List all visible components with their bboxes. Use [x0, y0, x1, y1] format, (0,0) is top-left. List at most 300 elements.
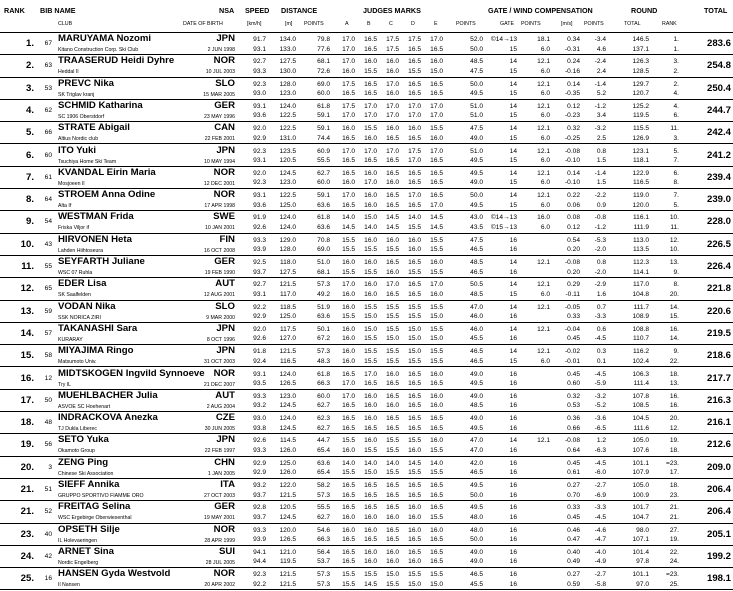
rank: 6.	[25, 149, 34, 161]
judge-mark: 17.0	[408, 192, 421, 200]
athlete-name: TRAASERUD Heidi Dyhre	[58, 55, 175, 67]
distance: 118.5	[279, 303, 296, 311]
wind: -0.05	[564, 303, 580, 311]
distance-points: 68.1	[317, 58, 330, 66]
speed: 92.9	[253, 134, 266, 142]
athlete-name: OPSETH Silje	[58, 523, 120, 535]
distance: 127.5	[279, 268, 296, 276]
distance-points: 57.3	[317, 580, 330, 588]
date-of-birth: 19 FEB 1990	[204, 270, 235, 276]
nsa: SLO	[215, 300, 235, 312]
table-row	[0, 55, 733, 77]
distance: 124.0	[279, 223, 296, 231]
gate: 14	[509, 325, 517, 333]
judge-mark: 16.5	[342, 90, 355, 98]
gate-points: 12.1	[537, 102, 550, 110]
wind-points: -6.5	[594, 424, 606, 432]
judge-mark: 17.0	[386, 281, 399, 289]
judge-mark: 16.0	[408, 526, 421, 534]
judges-points: 51.0	[470, 112, 483, 120]
judge-mark: 16.5	[408, 415, 421, 423]
nsa: FIN	[219, 233, 235, 245]
table-row	[0, 345, 733, 367]
gate-points: 6.0	[540, 45, 550, 53]
distance: 124.0	[279, 214, 296, 222]
judge-mark: 16.5	[408, 402, 421, 410]
judge-mark: 15.5	[408, 313, 421, 321]
table-row	[0, 479, 733, 501]
judge-mark: 17.5	[342, 80, 355, 88]
judge-mark: 16.5	[408, 90, 421, 98]
judges-points: 50.0	[470, 80, 483, 88]
judge-mark: 17.5	[342, 102, 355, 110]
wind: -0.08	[564, 259, 580, 266]
round-total: 101.1	[632, 571, 649, 579]
nsa: CHN	[214, 456, 235, 468]
gate-points: 12.1	[537, 147, 550, 155]
gate: 15	[509, 179, 517, 187]
judge-mark: 16.0	[364, 415, 377, 423]
wind-points: -6.3	[594, 446, 606, 454]
wind-points: -4.0	[594, 548, 606, 556]
speed: 92.3	[253, 147, 266, 155]
athlete-name: VODAN Nika	[58, 300, 116, 312]
judge-mark: 15.5	[364, 335, 377, 343]
judge-e-header: E	[434, 21, 438, 27]
judge-mark: 16.5	[386, 201, 399, 209]
judge-mark: 15.5	[364, 348, 377, 356]
wind-points: 0.3	[596, 348, 606, 356]
gate: 14	[509, 147, 517, 155]
bib: 53	[44, 84, 52, 92]
round-total: 114.1	[632, 268, 649, 276]
club: SK Triglav kranj	[58, 91, 95, 98]
gate-header: GATE	[500, 21, 515, 27]
judge-mark: 16.0	[342, 290, 355, 298]
judge-mark: 16.5	[386, 526, 399, 534]
judge-mark: 16.0	[364, 259, 377, 266]
judge-mark: 16.0	[430, 392, 443, 400]
judge-mark: 15.5	[342, 437, 355, 445]
nsa: NOR	[213, 189, 235, 201]
round-total: 115.5	[632, 125, 649, 133]
bib: 56	[44, 441, 52, 449]
judge-mark: 17.0	[342, 380, 355, 387]
club: GRUPPO SPORTIVO FIAMME ORO	[58, 493, 144, 499]
bib: 3	[48, 463, 52, 471]
judge-d-header: D	[411, 21, 415, 27]
wind: 0.36	[567, 415, 580, 423]
distance: 125.0	[279, 313, 296, 321]
round-rank: 16.	[669, 392, 679, 400]
round-total: 146.5	[632, 36, 649, 43]
judge-mark: 15.0	[430, 67, 443, 75]
judges-points: 49.5	[470, 424, 483, 432]
speed: 91.8	[253, 348, 266, 356]
judge-mark: 15.5	[364, 67, 377, 75]
round-total: 111.4	[633, 380, 649, 387]
round-total: 111.6	[633, 424, 649, 432]
speed: 92.7	[253, 58, 266, 66]
bib: 55	[44, 263, 52, 270]
distance-points: 67.2	[317, 335, 330, 343]
judge-mark: 16.5	[430, 169, 443, 177]
gate-points: 12.1	[537, 192, 550, 200]
grand-total: 212.6	[706, 439, 731, 451]
round-rank: 7.	[673, 192, 679, 200]
wind-points: -2.0	[594, 268, 606, 276]
judge-mark: 17.0	[430, 112, 443, 120]
distance-points: 62.7	[317, 513, 330, 521]
judge-mark: 16.0	[364, 169, 377, 177]
judge-mark: 17.0	[408, 157, 421, 164]
gate-points: 12.1	[537, 348, 550, 356]
judge-mark: 16.0	[342, 325, 355, 333]
distance: 117.5	[279, 325, 296, 333]
speed: 93.3	[253, 67, 266, 75]
judge-mark: 16.5	[364, 157, 377, 164]
distance-points: 72.6	[317, 67, 330, 75]
grand-total: 221.8	[706, 283, 731, 295]
judge-mark: 16.0	[408, 504, 421, 512]
distance: 131.0	[279, 134, 296, 142]
gate-points: 6.0	[540, 157, 550, 164]
athlete-name: STROEM Anna Odine	[58, 189, 156, 201]
club: SC 1906 Oberstdorf	[58, 113, 105, 120]
judge-mark: 16.5	[342, 491, 355, 499]
rank: 7.	[25, 171, 34, 183]
wind-points: -1.2	[594, 102, 606, 110]
distance: 120.5	[279, 157, 296, 164]
date-of-birth: 2 AUG 2004	[206, 403, 235, 410]
wind-points: -5.8	[594, 580, 606, 588]
distance: 125.0	[279, 201, 296, 209]
nsa: NOR	[213, 55, 235, 67]
date-of-birth: 12 AUG 2001	[203, 292, 235, 299]
distance: 120.0	[279, 526, 296, 534]
wind: 0.54	[567, 236, 580, 244]
judge-mark: 15.0	[408, 335, 421, 343]
judge-mark: 16.5	[408, 482, 421, 489]
distance: 125.0	[279, 459, 296, 467]
judge-mark: 16.0	[408, 513, 421, 521]
wind-points: 0.9	[596, 201, 606, 209]
table-row	[0, 457, 733, 479]
round-rank: 19.	[669, 437, 679, 445]
round-rank: =23.	[665, 571, 679, 579]
bib: 58	[44, 352, 52, 360]
gate-points: 6.0	[540, 134, 550, 142]
wind-points: -0.8	[594, 214, 606, 222]
wind: 0.40	[567, 548, 580, 556]
speed: 92.8	[253, 504, 266, 512]
round-rank: 9.	[673, 268, 679, 276]
gate: 16	[509, 446, 517, 454]
rank: 20.	[20, 461, 34, 473]
distance: 121.5	[279, 281, 296, 289]
judge-mark: 16.5	[342, 134, 355, 142]
gate: ©15→13	[490, 223, 517, 231]
round-rank: 11.	[670, 223, 679, 231]
wind: 0.60	[567, 380, 580, 387]
bib: 66	[44, 129, 52, 137]
table-row	[0, 122, 733, 144]
round-rank: 18.	[669, 482, 679, 489]
round-rank: 23.	[669, 491, 679, 499]
grand-total: 218.6	[706, 350, 731, 362]
gate: 15	[509, 357, 517, 365]
judge-mark: 16.5	[408, 179, 421, 187]
date-of-birth: 28 JUL 2005	[205, 559, 235, 566]
wind: 0.46	[567, 526, 580, 534]
judge-mark: 17.5	[408, 147, 421, 155]
judge-mark: 17.0	[408, 102, 421, 110]
club: Mosjoeen Il	[58, 180, 85, 187]
round-total: 105.0	[632, 437, 649, 445]
distance: 123.0	[279, 179, 296, 187]
wind-points: -4.5	[594, 370, 606, 378]
club: Matsumoto Univ.	[58, 359, 97, 366]
gate-points: 6.0	[540, 67, 550, 75]
date-of-birth: 10 MAY 1994	[204, 158, 235, 165]
judge-mark: 15.5	[408, 303, 421, 311]
distance-points: 44.7	[317, 437, 330, 445]
table-row	[0, 167, 733, 189]
distance-points: 59.1	[317, 112, 330, 120]
judge-mark: 17.0	[430, 147, 443, 155]
club: SSK NORICA ZIRI	[58, 314, 101, 321]
judge-mark: 16.5	[386, 157, 399, 164]
table-row	[0, 78, 733, 100]
rank: 24.	[20, 550, 34, 562]
round-rank: 27.	[669, 526, 679, 534]
judge-mark: 16.0	[430, 134, 443, 142]
distance: 124.5	[279, 169, 296, 177]
judges-points: 49.5	[470, 157, 483, 164]
judge-mark: 17.0	[342, 58, 355, 66]
judge-mark: 15.5	[430, 513, 443, 521]
gate: 16	[509, 335, 517, 343]
club: Nordic Engelberg	[58, 559, 99, 566]
bib: 12	[44, 374, 52, 382]
judges-points: 46.5	[470, 268, 483, 276]
judges-points: 45.5	[470, 335, 483, 343]
judges-header: JUDGES MARKS	[363, 6, 421, 15]
wind-points: -6.0	[594, 469, 606, 477]
distance: 129.0	[279, 236, 296, 244]
distance: 134.0	[279, 36, 296, 43]
bib: 43	[44, 240, 52, 248]
nsa: JPN	[216, 144, 235, 156]
bib: 57	[44, 329, 52, 337]
grand-total: 241.2	[706, 149, 731, 161]
wind-points: -4.5	[594, 513, 606, 521]
wind-points: -3.3	[594, 504, 606, 512]
gate: ©14→13	[490, 214, 517, 222]
judge-mark: 15.5	[342, 236, 355, 244]
gate: 15	[509, 134, 517, 142]
gate: 14	[509, 80, 517, 88]
judge-mark: 15.5	[430, 303, 443, 311]
judge-mark: 16.0	[386, 268, 399, 276]
judge-mark: 16.5	[408, 548, 421, 556]
round-total: 108.8	[632, 325, 649, 333]
judge-mark: 16.5	[342, 482, 355, 489]
grand-total: 239.4	[706, 171, 731, 183]
date-of-birth: 31 OCT 2003	[203, 359, 235, 366]
club: KURARAY	[58, 336, 83, 343]
judge-mark: 16.5	[342, 536, 355, 544]
judge-mark: 14.0	[364, 459, 377, 467]
wind: 0.14	[567, 80, 580, 88]
judge-mark: 16.0	[430, 437, 443, 445]
athlete-name: MIDTSKOGEN Ingvild Synnoeve	[58, 367, 205, 379]
gate: 15	[509, 67, 517, 75]
distance-points: 66.3	[317, 380, 330, 387]
judge-mark: 15.0	[364, 325, 377, 333]
judges-points: 42.0	[470, 459, 483, 467]
distance-points: 66.3	[317, 536, 330, 544]
judge-mark: 16.5	[342, 548, 355, 556]
wind-points: -3.2	[594, 125, 606, 133]
date-of-birth: 9 MAR 2000	[206, 314, 235, 321]
wind: 0.12	[567, 223, 580, 231]
round-rank: 14.	[669, 303, 679, 311]
nsa: GER	[214, 99, 235, 111]
distance: 133.0	[279, 45, 296, 53]
speed: 93.3	[253, 526, 266, 534]
rank: 11.	[21, 261, 34, 272]
athlete-name: ZENG Ping	[58, 456, 109, 468]
speed: 93.3	[253, 236, 266, 244]
date-of-birth: 15 MAR 2005	[203, 91, 235, 98]
round-rank: 12.	[669, 424, 679, 432]
bib: 52	[44, 508, 52, 516]
distance: 123.5	[279, 147, 296, 155]
judge-mark: 16.0	[408, 125, 421, 133]
round-rank: 13.	[669, 380, 679, 387]
nsa: CAN	[214, 122, 235, 134]
gate: 16	[509, 580, 517, 588]
distance-points: 57.3	[317, 571, 330, 579]
table-row	[0, 211, 733, 233]
table-row	[0, 189, 733, 211]
date-of-birth: 8 OCT 1996	[206, 336, 235, 343]
club: Heddal Il	[58, 69, 79, 76]
nsa: NOR	[213, 367, 235, 379]
gate: 16	[509, 268, 517, 276]
judges-points: 43.5	[470, 223, 483, 231]
judge-mark: 16.0	[342, 303, 355, 311]
bib: 51	[44, 486, 52, 493]
round-total: 101.1	[632, 459, 649, 467]
speed: 93.1	[253, 370, 266, 378]
distance-points: 57.3	[317, 281, 330, 289]
round-rank: 3.	[673, 134, 679, 142]
judge-mark: 16.5	[364, 90, 377, 98]
round-rank: 8.	[673, 281, 679, 289]
judge-mark: 16.5	[408, 259, 421, 266]
nsa: SWE	[213, 211, 235, 223]
distance: 126.5	[279, 380, 296, 387]
wind: 0.20	[567, 246, 580, 254]
gate-points-header: POINTS	[521, 21, 541, 27]
judge-mark: 15.5	[364, 246, 377, 254]
round-total: 112.3	[632, 259, 649, 266]
distance-points: 63.6	[317, 201, 330, 209]
round-total: 107.8	[632, 392, 649, 400]
judges-points-header: POINTS	[456, 21, 476, 27]
distance-points: 61.8	[317, 370, 330, 378]
gate: 16	[509, 504, 517, 512]
judge-mark: 16.0	[386, 58, 399, 66]
judge-mark: 16.0	[386, 179, 399, 187]
judges-points: 49.5	[470, 201, 483, 209]
distance-points: 59.1	[317, 192, 330, 200]
judge-mark: 16.5	[364, 491, 377, 499]
judge-mark: 15.5	[342, 571, 355, 579]
judges-points: 46.5	[470, 469, 483, 477]
gate-points: 12.1	[537, 169, 550, 177]
judge-mark: 15.0	[430, 313, 443, 321]
round-rank-header: RANK	[662, 21, 677, 27]
judges-points: 47.0	[470, 446, 483, 454]
judge-mark: 16.5	[386, 482, 399, 489]
round-total: 102.4	[632, 357, 649, 365]
judge-mark: 15.5	[430, 236, 443, 244]
wind-points: -1.4	[594, 80, 606, 88]
judge-mark: 16.0	[364, 192, 377, 200]
gate-wind-header: GATE / WIND COMPENSATION	[488, 6, 593, 15]
grand-total: 219.5	[706, 327, 731, 339]
round-total: 104.8	[632, 290, 649, 298]
judges-points: 49.0	[470, 415, 483, 423]
judge-mark: 16.0	[430, 526, 443, 534]
nsa-header: NSA	[219, 6, 235, 15]
distance: 127.5	[279, 58, 296, 66]
round-rank: 1.	[673, 45, 679, 53]
athlete-name: KVANDAL Eirin Maria	[58, 166, 156, 178]
distance-points: 62.7	[317, 424, 330, 432]
bib: 48	[44, 419, 52, 427]
wind: -0.04	[564, 325, 580, 333]
judge-mark: 15.0	[430, 335, 443, 343]
judges-points: 49.0	[470, 558, 483, 566]
judge-mark: 17.0	[342, 392, 355, 400]
judge-mark: 16.0	[430, 290, 443, 298]
judges-points: 49.5	[470, 380, 483, 387]
round-total: 111.7	[633, 303, 649, 311]
gate-points: 16.0	[537, 214, 550, 222]
judge-mark: 16.0	[342, 513, 355, 521]
gate: 16	[509, 482, 517, 489]
round-rank: 13.	[669, 259, 679, 266]
table-row	[0, 100, 733, 122]
wind: 0.22	[567, 192, 580, 200]
gate: 14	[509, 169, 517, 177]
results-header	[0, 0, 733, 33]
round-rank: 12.	[669, 236, 679, 244]
wind-points: 1.5	[596, 179, 606, 187]
judge-mark: 15.5	[364, 125, 377, 133]
grand-total: 226.5	[706, 238, 731, 250]
wind: -0.02	[564, 348, 580, 356]
judges-points: 48.0	[470, 526, 483, 534]
judge-mark: 15.0	[364, 214, 377, 222]
grand-total: 216.3	[706, 394, 731, 406]
round-rank: 20.	[669, 415, 679, 423]
judges-points: 48.0	[470, 513, 483, 521]
